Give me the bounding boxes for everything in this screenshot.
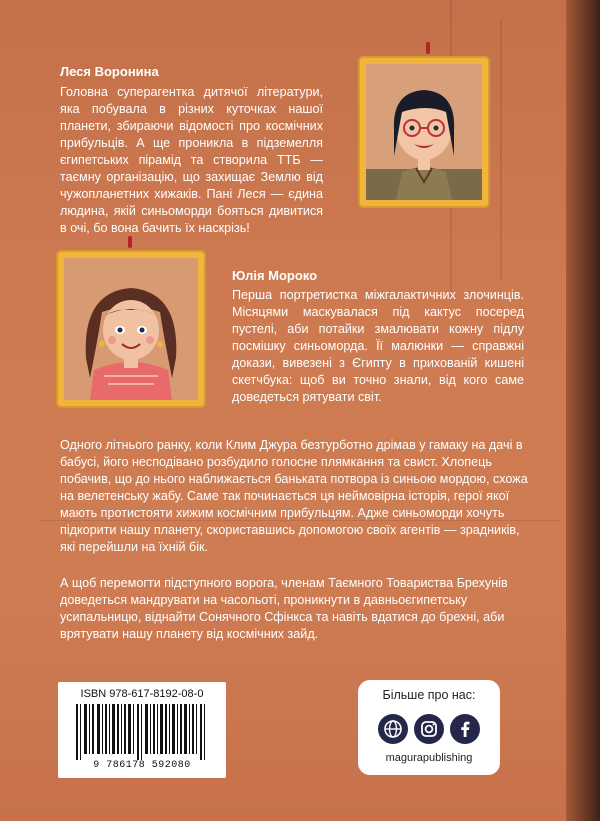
facebook-icon[interactable] — [450, 714, 480, 744]
facebook-icon — [450, 714, 480, 744]
globe-icon — [378, 714, 408, 744]
publisher-url[interactable]: magurapublishing — [385, 752, 473, 764]
book-spine — [566, 0, 600, 821]
author-name: Леся Воронина — [60, 64, 159, 79]
frame-nail — [128, 236, 132, 248]
author-bio: Перша портретистка міжгалактичних злочинців. Місяцями маскувалася під кактус посеред пустелі, аби потайки змалювати кожну підлу посмішку синьоморда. Її малюнки — справжні докази, вивезені з Єгипту в прихованій кишені скетчбука: щоб ви точно знали, від кого саме доведеться рятувати світ. — [232, 288, 524, 404]
synopsis-paragraph: Одного літнього ранку, коли Клим Джура безтурботно дрімав у гамаку на дачі в бабусі, його несподівано розбудило голосне плямкання та свист. Хлопець побачив, що до нього наближається баньката потвора із синьою мордою, схожа на велетенську жабу. Саме так починається ця неймовірна історія, герої якої мають протистояти хижим космічним прибульцям. Адже синьоморди хочуть підкорити нашу планету, скориставшись допомогою своїх агентів — зрадників, які перейшли на їхній бік. — [60, 438, 528, 554]
author-name: Юлія Мороко — [232, 268, 318, 283]
yulia-portrait-icon — [64, 258, 198, 400]
portrait-frame — [360, 58, 488, 206]
instagram-icon[interactable] — [414, 714, 444, 744]
author-bio: Головна суперагентка дитячої літератури, яка побувала в різних куточках нашої планети, збираючи відомості про космічних прибульців. А ще проникла в підземелля єгипетських пірамід та створила ТТБ — таємну організацію, що захищає Землю від чужопланетних хижаків. Пані Леся — єдина людина, якій синьоморди бояться дивитися в очі, бо вона бачить їх наскрізь! — [60, 85, 323, 235]
social-title: Більше про нас: — [382, 688, 476, 702]
globe-icon[interactable] — [378, 714, 408, 744]
isbn-label: ISBN 978-617-8192-08-0 — [80, 688, 204, 700]
portrait-frame — [58, 252, 204, 406]
lesya-portrait-icon — [366, 64, 482, 200]
synopsis-paragraph: А щоб перемогти підступного ворога, членам Таємного Товариства Брехунів доведеться мандрувати на часольоті, проникнути в давньоєгипетську усипальницю, віднайти Сонячного Сфінкса та навіть вдатися до брехні, аби врятувати нашу планету від космічних зайд. — [60, 576, 508, 641]
instagram-icon — [414, 714, 444, 744]
wall-line — [500, 20, 502, 280]
frame-nail — [426, 42, 430, 54]
barcode-digits: 9 786178 592080 — [93, 760, 191, 771]
isbn-barcode — [58, 682, 226, 778]
social-links-box — [358, 680, 500, 775]
